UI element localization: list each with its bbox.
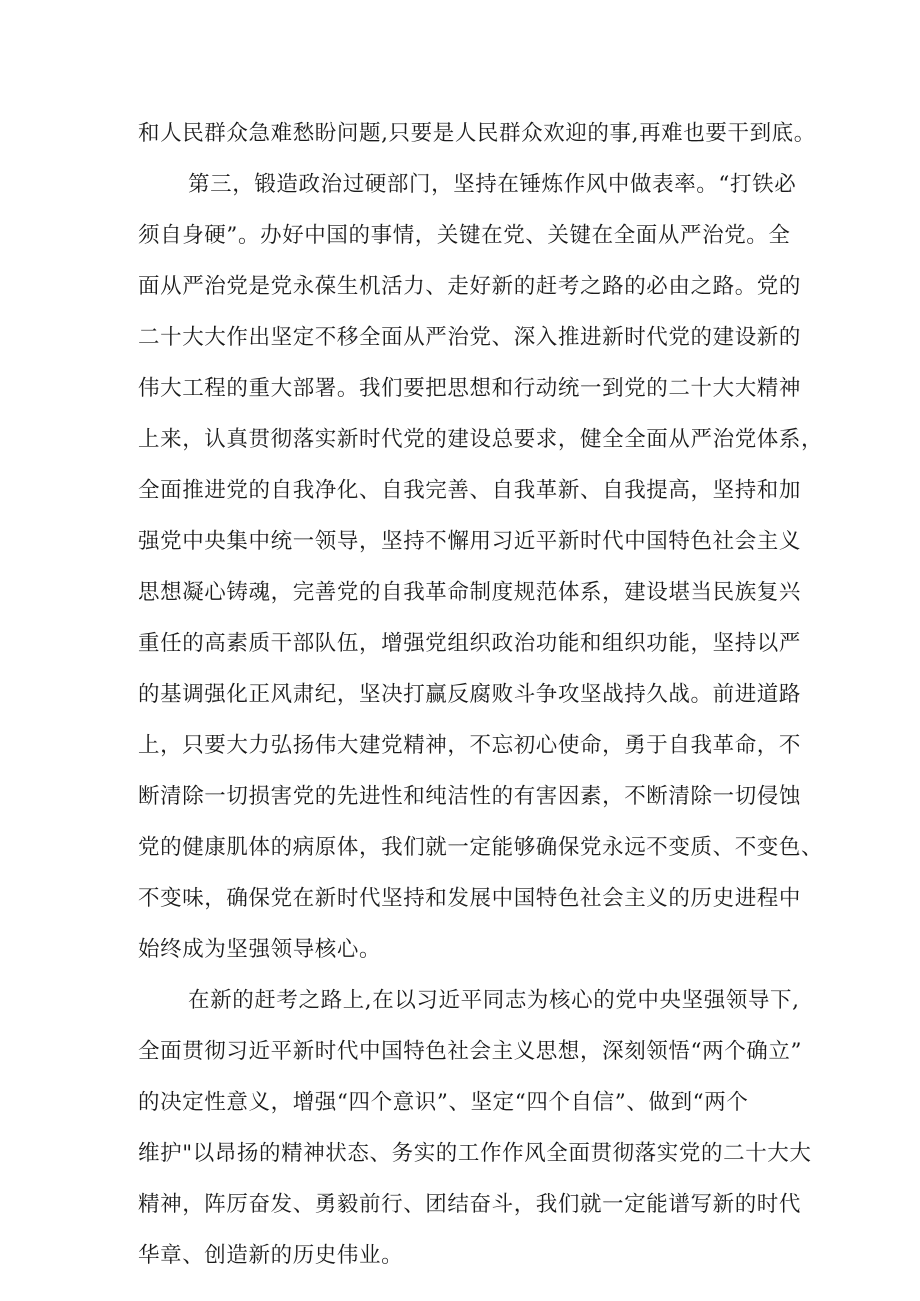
text-line: 华章、创造新的历史伟业。: [138, 1243, 404, 1268]
text-line: 全面推进党的自我净化、自我完善、自我革新、自我提高，坚持和加: [138, 478, 802, 503]
text-line: 重任的高素质干部队伍，增强党组织政治功能和组织功能，坚持以严: [138, 631, 802, 656]
text-line: 的基调强化正风肃纪，坚决打赢反腐败斗争攻坚战持久战。前进道路: [138, 682, 802, 707]
text-line: 伟大工程的重大部署。我们要把思想和行动统一到党的二十大大精神: [138, 376, 802, 401]
text-line: 始终成为坚强领导核心。: [138, 937, 382, 962]
text-line: 全面贯彻习近平新时代中国特色社会主义思想，深刻领悟“两个确立”: [138, 1039, 803, 1064]
text-line: 维护"以昂扬的精神状态、务实的工作作风全面贯彻落实党的二十大大: [138, 1141, 812, 1166]
text-line: 上来，认真贯彻落实新时代党的建设总要求，健全全面从严治党体系，: [138, 427, 824, 452]
text-line: 和人民群众急难愁盼问题,只要是人民群众欢迎的事,再难也要干到底。: [138, 121, 816, 146]
text-line: 精神，阵厉奋发、勇毅前行、团结奋斗，我们就一定能谱写新的时代: [138, 1192, 802, 1217]
text-line: 断清除一切损害党的先进性和纯洁性的有害因素，不断清除一切侵蚀: [138, 784, 802, 809]
text-line: 的决定性意义，增强“四个意识”、坚定“四个自信”、做到“两个: [138, 1090, 749, 1115]
text-line: 党的健康肌体的病原体，我们就一定能够确保党永远不变质、不变色、: [138, 835, 824, 860]
paragraph-start-line: 第三，锻造政治过硬部门，坚持在锤炼作风中做表率。“打铁必: [188, 172, 797, 197]
text-line: 不变味，确保党在新时代坚持和发展中国特色社会主义的历史进程中: [138, 886, 802, 911]
text-line: 上，只要大力弘扬伟大建党精神，不忘初心使命，勇于自我革命，不: [138, 733, 802, 758]
text-line: 须自身硬”。办好中国的事情，关键在党、关键在全面从严治党。全: [138, 223, 791, 248]
paragraph-start-line: 在新的赶考之路上,在以习近平同志为核心的党中央坚强领导下,: [188, 988, 800, 1013]
text-line: 二十大大作出坚定不移全面从严治党、深入推进新时代党的建设新的: [138, 325, 802, 350]
text-line: 思想凝心铸魂，完善党的自我革命制度规范体系，建设堪当民族复兴: [138, 580, 802, 605]
text-line: 强党中央集中统一领导，坚持不懈用习近平新时代中国特色社会主义: [138, 529, 802, 554]
text-line: 面从严治党是党永葆生机活力、走好新的赶考之路的必由之路。党的: [138, 274, 802, 299]
